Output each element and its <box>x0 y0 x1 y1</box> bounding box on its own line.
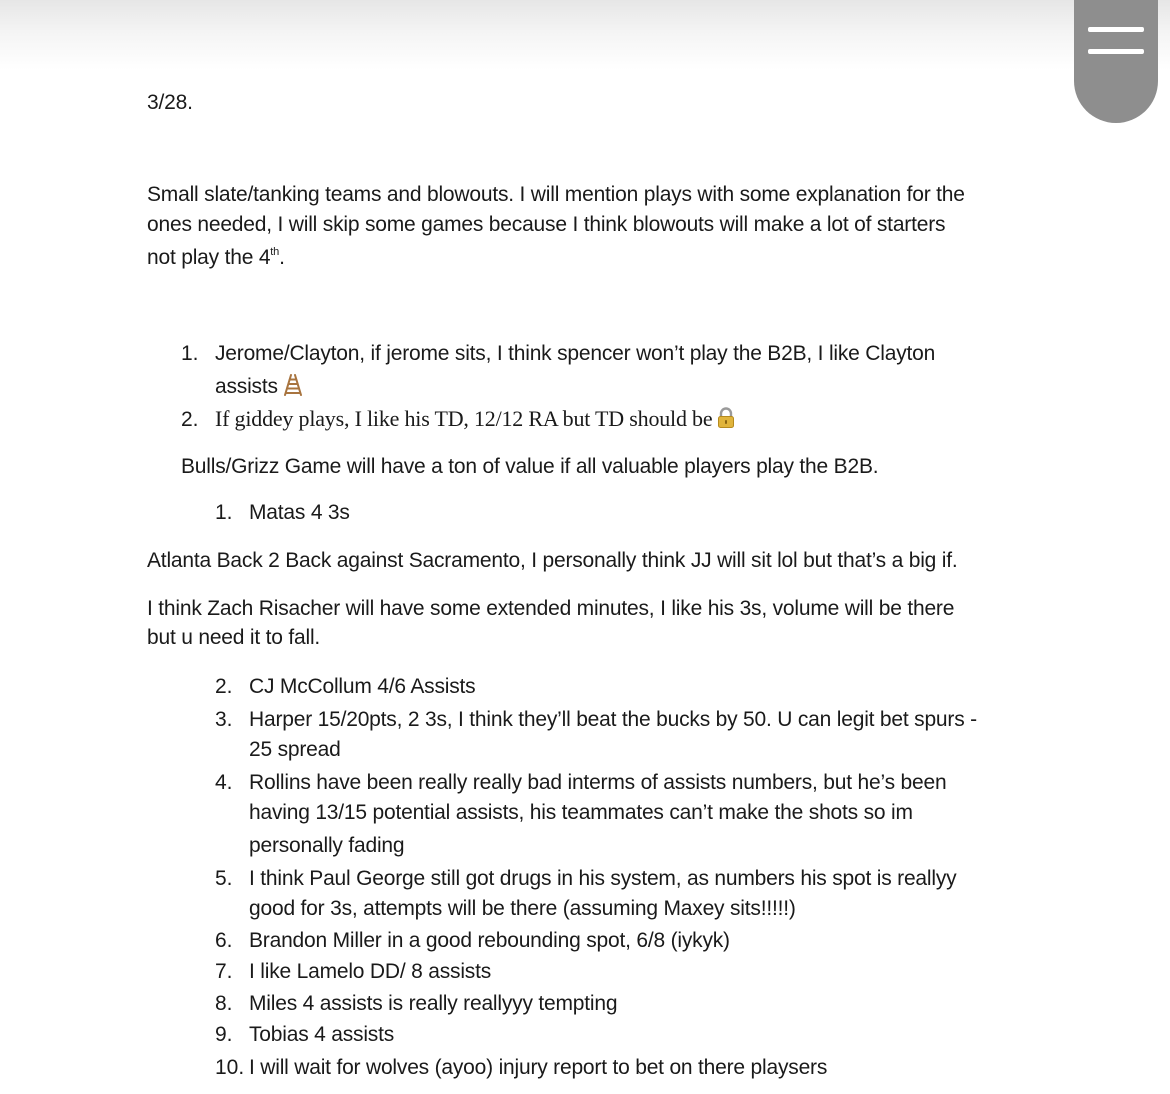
list-number: 1. <box>181 342 199 365</box>
ordinal-suffix: th <box>270 246 280 258</box>
list-item-text-cont <box>215 372 303 405</box>
date-heading: 3/28. <box>147 91 193 114</box>
list-item-text: personally fading <box>249 834 405 857</box>
bulls-note: Bulls/Grizz Game will have a ton of value if all valuable players play the B2B. <box>181 455 879 478</box>
list-item-text-serif <box>215 404 735 437</box>
list-item-text: CJ McCollum 4/6 Assists <box>249 675 476 698</box>
atlanta-note: Atlanta Back 2 Back against Sacramento, I personally think JJ will sit lol but that’s a big if. <box>147 549 958 572</box>
list-number: 2. <box>215 675 233 698</box>
list-item-text: Harper 15/20pts, 2 3s, I think they’ll beat the bucks by 50. U can legit bet spurs - <box>249 708 977 731</box>
zach-note-line-1: I think Zach Risacher will have some extended minutes, I like his 3s, volume will be there <box>147 597 955 620</box>
list-number: 4. <box>215 771 233 794</box>
list-item-text: Brandon Miller in a good rebounding spot, 6/8 (iykyk) <box>249 929 730 952</box>
list-item-text: Matas 4 3s <box>249 501 350 524</box>
intro-line-3-text: not play the 4 <box>147 246 271 269</box>
list-item-text: I think Paul George still got drugs in his system, as numbers his spot is reallyy <box>249 867 957 890</box>
top-shade <box>0 0 1170 70</box>
list-number: 1. <box>215 501 233 524</box>
list-number: 9. <box>215 1023 233 1046</box>
list-number: 3. <box>215 708 233 731</box>
list-item-text: having 13/15 potential assists, his teammates can’t make the shots so im <box>249 801 913 824</box>
list-number: 8. <box>215 992 233 1015</box>
intro-line-2: ones needed, I will skip some games because I think blowouts will make a lot of starters <box>147 213 946 236</box>
list-item-text: I like Lamelo DD/ 8 assists <box>249 960 492 983</box>
ladder-icon <box>283 374 303 405</box>
list-number: 2. <box>181 408 199 431</box>
list-number: 10. <box>215 1056 245 1079</box>
intro-line-1: Small slate/tanking teams and blowouts. I will mention plays with some explanation for the <box>147 183 965 206</box>
list-item-text-end: assists <box>215 375 278 398</box>
list-number: 7. <box>215 960 233 983</box>
list-item-text: Tobias 4 assists <box>249 1023 395 1046</box>
list-item-text: Miles 4 assists is really reallyyy tempting <box>249 992 618 1015</box>
list-item-text: Rollins have been really really bad interms of assists numbers, but he’s been <box>249 771 947 794</box>
zach-note-line-2: but u need it to fall. <box>147 626 321 649</box>
list-item-text: I will wait for wolves (ayoo) injury report to bet on there playsers <box>249 1056 828 1079</box>
list-number: 5. <box>215 867 233 890</box>
list-item-text: good for 3s, attempts will be there (assuming Maxey sits!!!!!) <box>249 897 796 920</box>
intro-line-3-end: . <box>279 246 285 269</box>
menu-button[interactable] <box>1074 0 1158 123</box>
list-number: 6. <box>215 929 233 952</box>
list-item-text: 25 spread <box>249 738 341 761</box>
intro-line-3 <box>147 243 285 273</box>
lock-icon <box>717 407 735 437</box>
list-item-text: If giddey plays, I like his TD, 12/12 RA but TD should be <box>215 406 713 431</box>
menu-icon <box>1088 27 1144 32</box>
menu-icon-bar <box>1088 49 1144 54</box>
list-item-text: Jerome/Clayton, if jerome sits, I think spencer won’t play the B2B, I like Clayton <box>215 342 936 365</box>
